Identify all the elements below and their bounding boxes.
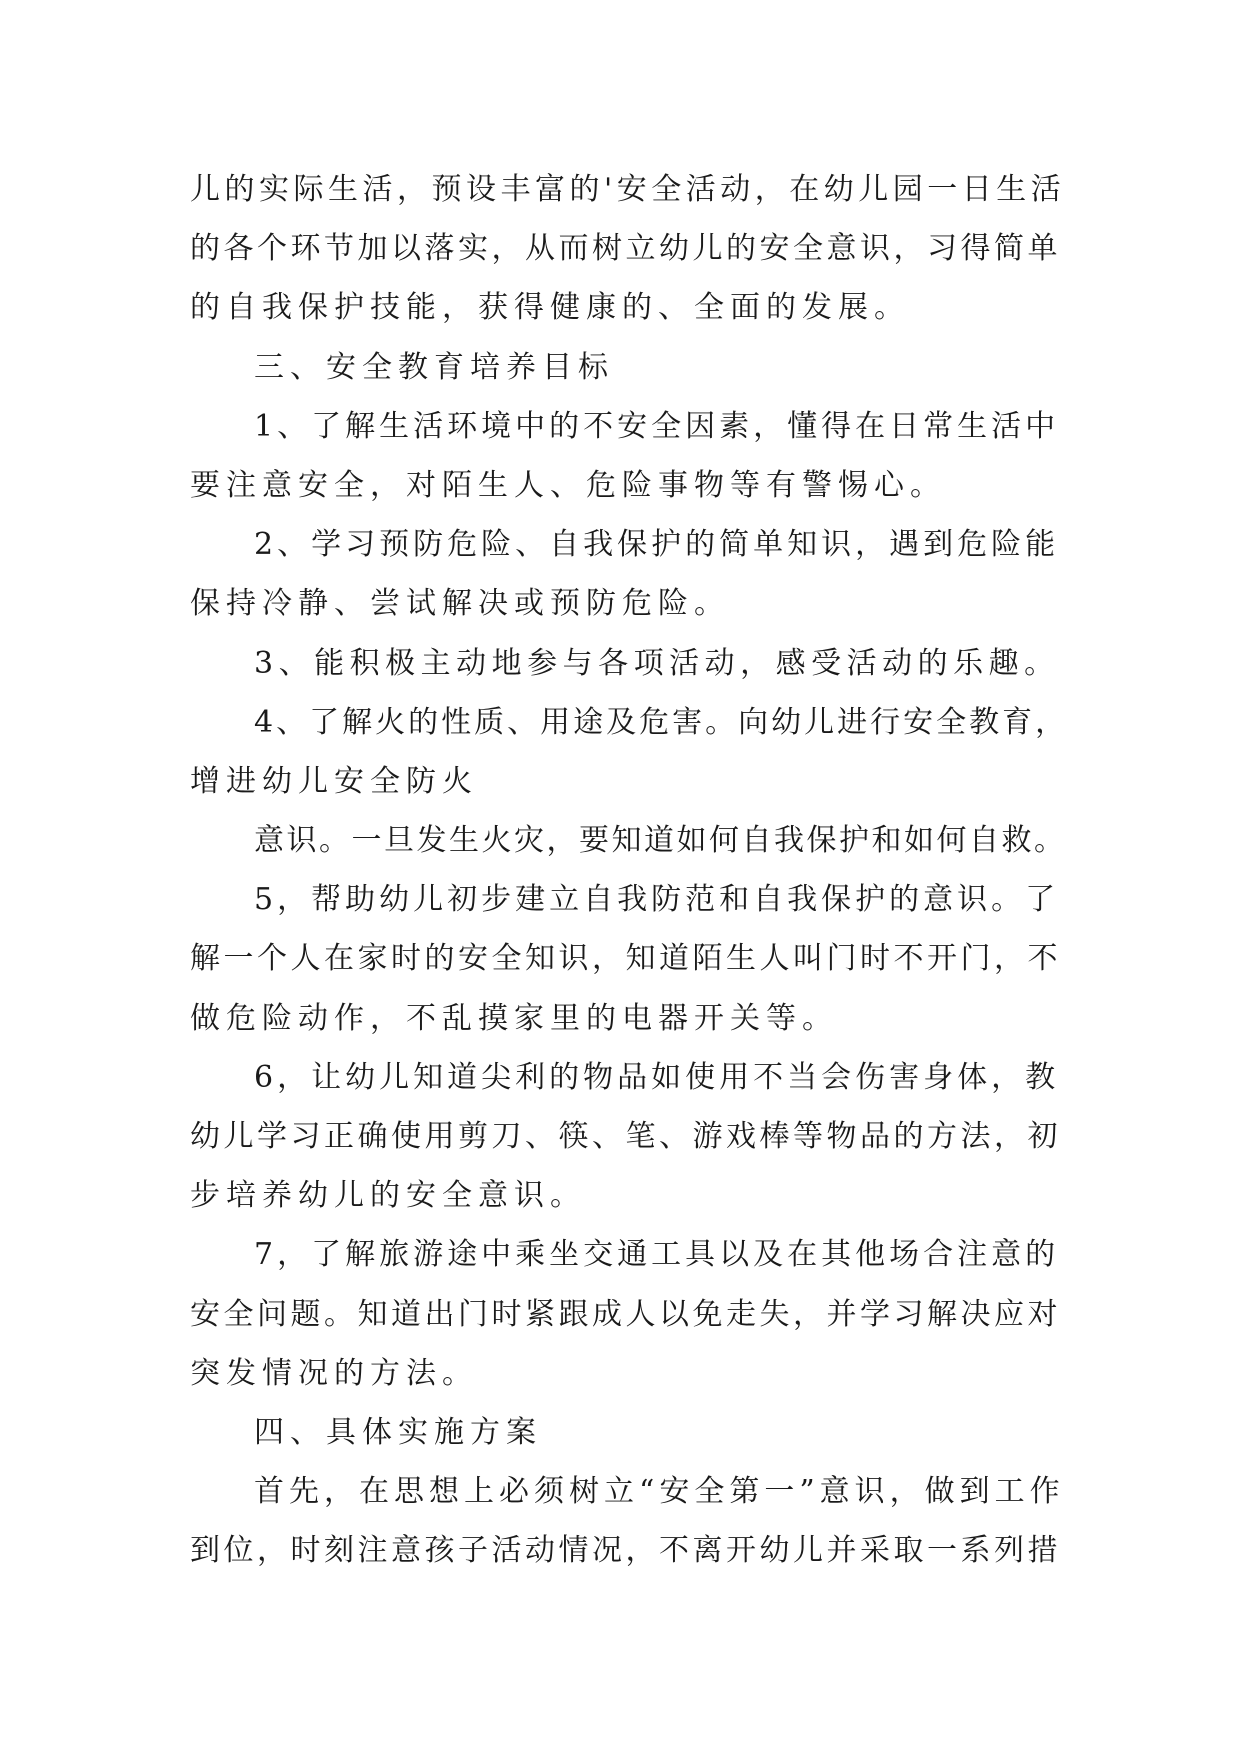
text-line: 步培养幼儿的安全意识。 xyxy=(190,1178,586,1214)
text-line: 7，了解旅游途中乘坐交通工具以及在其他场合注意的 xyxy=(254,1237,1060,1273)
text-line: 做危险动作，不乱摸家里的电器开关等。 xyxy=(190,1000,838,1036)
text-line: 安全问题。知道出门时紧跟成人以免走失，并学习解决应对 xyxy=(190,1296,1061,1332)
text-line: 3、能积极主动地参与各项活动，感受活动的乐趣。 xyxy=(254,645,1060,681)
text-line: 的各个环节加以落实，从而树立幼儿的安全意识，习得简单 xyxy=(190,231,1061,267)
text-line: 增进幼儿安全防火 xyxy=(190,763,478,799)
text-line: 5，帮助幼儿初步建立自我防范和自我保护的意识。了 xyxy=(254,882,1060,918)
text-line: 2、学习预防危险、自我保护的简单知识，遇到危险能 xyxy=(254,527,1060,563)
text-line: 三、安全教育培养目标 xyxy=(254,349,614,385)
text-line: 6，让幼儿知道尖利的物品如使用不当会伤害身体，教 xyxy=(254,1059,1060,1095)
text-line: 解一个人在家时的安全知识，知道陌生人叫门时不开门，不 xyxy=(190,941,1061,977)
text-line: 要注意安全，对陌生人、危险事物等有警惕心。 xyxy=(190,467,946,503)
text-line: 四、具体实施方案 xyxy=(254,1414,542,1450)
text-line: 1、了解生活环境中的不安全因素，懂得在日常生活中 xyxy=(254,408,1060,444)
text-line: 保持冷静、尝试解决或预防危险。 xyxy=(190,586,730,622)
text-line: 意识。一旦发生火灾，要知道如何自我保护和如何自救。 xyxy=(254,823,1067,859)
document-body xyxy=(190,160,1070,1581)
text-line: 突发情况的方法。 xyxy=(190,1355,478,1391)
text-line: 的自我保护技能，获得健康的、全面的发展。 xyxy=(190,290,910,326)
text-line: 首先，在思想上必须树立“安全第一”意识，做到工作 xyxy=(254,1474,1065,1510)
text-line: 幼儿学习正确使用剪刀、筷、笔、游戏棒等物品的方法，初 xyxy=(190,1119,1061,1154)
text-line: 4、了解火的性质、用途及危害。向幼儿进行安全教育， xyxy=(254,704,1069,740)
text-line: 到位，时刻注意孩子活动情况，不离开幼儿并采取一系列措 xyxy=(190,1533,1061,1569)
text-line: 儿的实际生活，预设丰富的'安全活动，在幼儿园一日生活 xyxy=(190,172,1066,207)
